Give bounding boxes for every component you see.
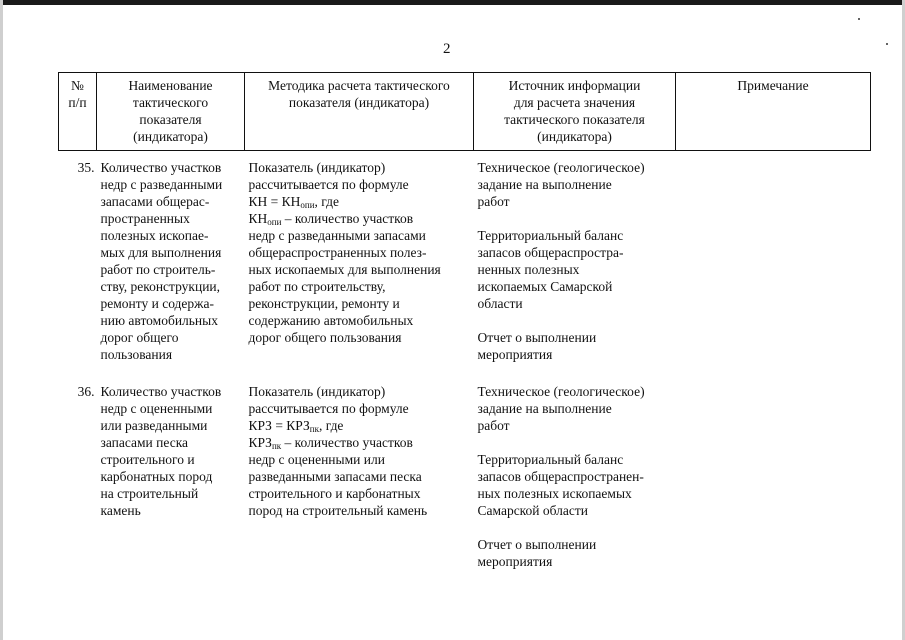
indicator-table <box>58 72 871 582</box>
scan-top-border <box>0 0 905 5</box>
source-item: Отчет о выполнении мероприятия <box>477 537 597 569</box>
information-source <box>474 375 676 582</box>
source-item: Территориальный баланс запасов общераспространен- ных полезных ископаемых Самарской области <box>477 452 644 518</box>
indicator-name: Количество участков недр с разведанными запасами общерас- пространенных полезных ископае- мых для выполнения работ по строитель- ству, реконструкции, ремонту и содержа- нию автомобильных дорог общего пользования <box>100 160 223 362</box>
header-source: Источник информации для расчета значения тактического показателя (индикатора) <box>474 73 676 151</box>
information-source <box>474 151 676 376</box>
source-item: Техническое (геологическое) задание на выполнение работ <box>477 384 645 433</box>
header-num: № п/п <box>59 73 97 151</box>
source-item: Отчет о выполнении мероприятия <box>477 330 597 362</box>
header-note: Примечание <box>676 73 871 151</box>
scan-left-edge <box>0 0 3 640</box>
source-item: Территориальный баланс запасов общераспростра- ненных полезных ископаемых Самарской области <box>477 228 624 311</box>
calculation-method <box>245 151 474 376</box>
table-header-row <box>59 73 871 151</box>
method-intro: Показатель (индикатор) рассчитывается по формуле <box>248 384 409 416</box>
source-item: Техническое (геологическое) задание на выполнение работ <box>477 160 645 209</box>
header-method: Методика расчета тактического показателя (индикатора) <box>245 73 474 151</box>
scan-speck <box>858 18 860 20</box>
row-number: 36. <box>77 384 95 399</box>
formula-definition: $КН_{опи}$ – количество участков недр с разведанными запасами общераспространенных полез- ных ископаемых для выполнения работ по строительству, реконструкции, ремонту и содержанию автомобильных дорог общего пользования <box>248 211 441 345</box>
table-row <box>59 375 871 582</box>
header-name: Наименование тактического показателя (индикатора) <box>97 73 245 151</box>
formula-definition: $КРЗ_{пк}$ – количество участков недр с оцененными или разведанными запасами песка строительного и карбонатных пород на строительный камень <box>248 435 428 518</box>
note <box>676 151 871 376</box>
method-intro: Показатель (индикатор) рассчитывается по формуле <box>248 160 409 192</box>
table-row <box>59 151 871 376</box>
row-number: 35. <box>77 160 95 175</box>
scan-speck <box>886 43 888 45</box>
formula: КН = $КН_{опи}$, где <box>248 194 339 210</box>
note <box>676 375 871 582</box>
indicator-name: Количество участков недр с оцененными или разведанными запасами песка строительного и карбонатных пород на строительный камень <box>100 384 222 518</box>
formula: КРЗ = $КРЗ_{пк}$, где <box>248 418 344 434</box>
page-number: 2 <box>443 41 451 57</box>
calculation-method <box>245 375 474 582</box>
